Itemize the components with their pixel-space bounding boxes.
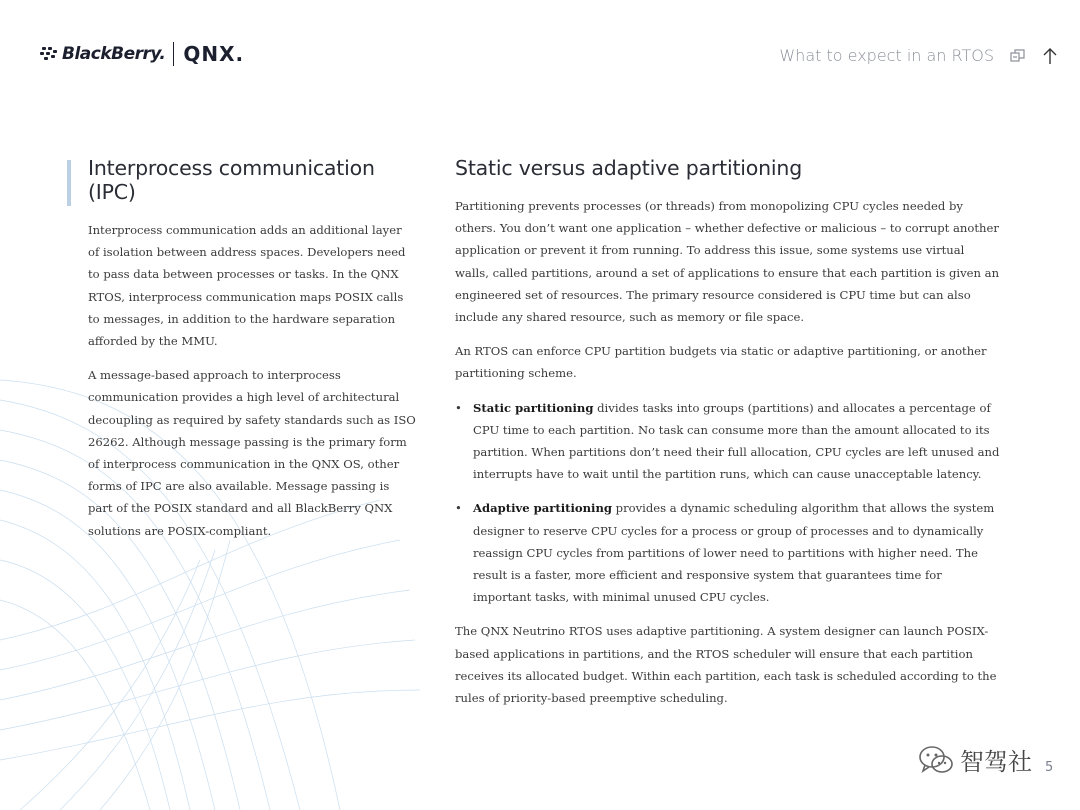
partitioning-section (455, 156, 1000, 721)
bullet-term: Adaptive partitioning (473, 501, 612, 516)
watermark-text: 智驾社 (960, 748, 1032, 776)
logo-divider (173, 42, 174, 66)
ipc-section (88, 156, 416, 554)
partitioning-paragraph: An RTOS can enforce CPU partition budgets via static or adaptive partitioning, or another partitioning scheme. (455, 344, 987, 381)
partitioning-bullet-list (455, 397, 1000, 609)
wechat-icon (918, 744, 954, 776)
closing-paragraph: The QNX Neutrino RTOS uses adaptive partitioning. A system designer can launch POSIX-based applications in partitions, and the RTOS scheduler will ensure that each partition receives its allocated budget. Within each partition, each task is scheduled according to the rules of priority-based preemptive scheduling. (455, 624, 997, 706)
accent-bar (67, 160, 71, 206)
product-name: QNX. (183, 42, 245, 66)
list-item (455, 497, 1000, 608)
ipc-paragraph: A message-based approach to interprocess communication provides a high level of architectural decoupling as required by safety standards such as ISO 26262. Although message passing is the primary form of interprocess communication in the QNX OS, other forms of IPC are also available. Message passing is part of the POSIX standard and all BlackBerry QNX solutions are POSIX-compliant. (88, 368, 416, 538)
page-number: 5 (1045, 760, 1054, 775)
bullet-mark: • (455, 501, 462, 516)
brand-name: BlackBerry. (62, 44, 166, 64)
page-header-nav (779, 46, 1058, 65)
watermark (918, 742, 1032, 777)
bullet-text: provides a dynamic scheduling algorithm that allows the system designer to reserve CPU cycles for a process or group of processes and to dynamically reassign CPU cycles from partitions of lower need to partitions with higher need. The result is a faster, more efficient and responsive system that guarantees time for important tasks, with minimal unused CPU cycles. (473, 501, 995, 605)
list-item (455, 397, 1000, 486)
bullet-mark: • (455, 400, 462, 415)
partitioning-paragraph: Partitioning prevents processes (or threads) from monopolizing CPU cycles needed by others. You don’t want one application – whether defective or malicious – to corrupt another application or prevent it from running. To address this issue, some systems use virtual walls, called partitions, around a set of applications to ensure that each partition is given an engineered set of resources. The primary resource considered is CPU time but can also include any shared resource, such as memory or file space. (455, 199, 1000, 325)
section-title: What to expect in an RTOS (779, 46, 994, 65)
bullet-text: divides tasks into groups (partitions) and allocates a percentage of CPU time to each partition. No task can consume more than the amount allocated to its partition. When partitions don’t need their full allocation, CPU cycles are left unused and interrupts have to wait until the partition runs, which can cause unacceptable latency. (473, 400, 1000, 482)
ipc-paragraph: Interprocess communication adds an additional layer of isolation between address spaces. Developers need to pass data between processes or tasks. In the QNX RTOS, interprocess communication maps POSIX calls to messages, in addition to the hardware separation afforded by the MMU. (88, 223, 406, 349)
bullet-term: Static partitioning (473, 400, 594, 415)
ipc-heading: Interprocess communication (IPC) (88, 156, 375, 204)
blackberry-qnx-logo (40, 42, 244, 66)
back-to-top-arrow-icon[interactable] (1042, 47, 1058, 65)
blackberry-logo-icon (40, 46, 60, 62)
partitioning-heading: Static versus adaptive partitioning (455, 156, 803, 180)
table-of-contents-icon[interactable] (1010, 48, 1026, 64)
